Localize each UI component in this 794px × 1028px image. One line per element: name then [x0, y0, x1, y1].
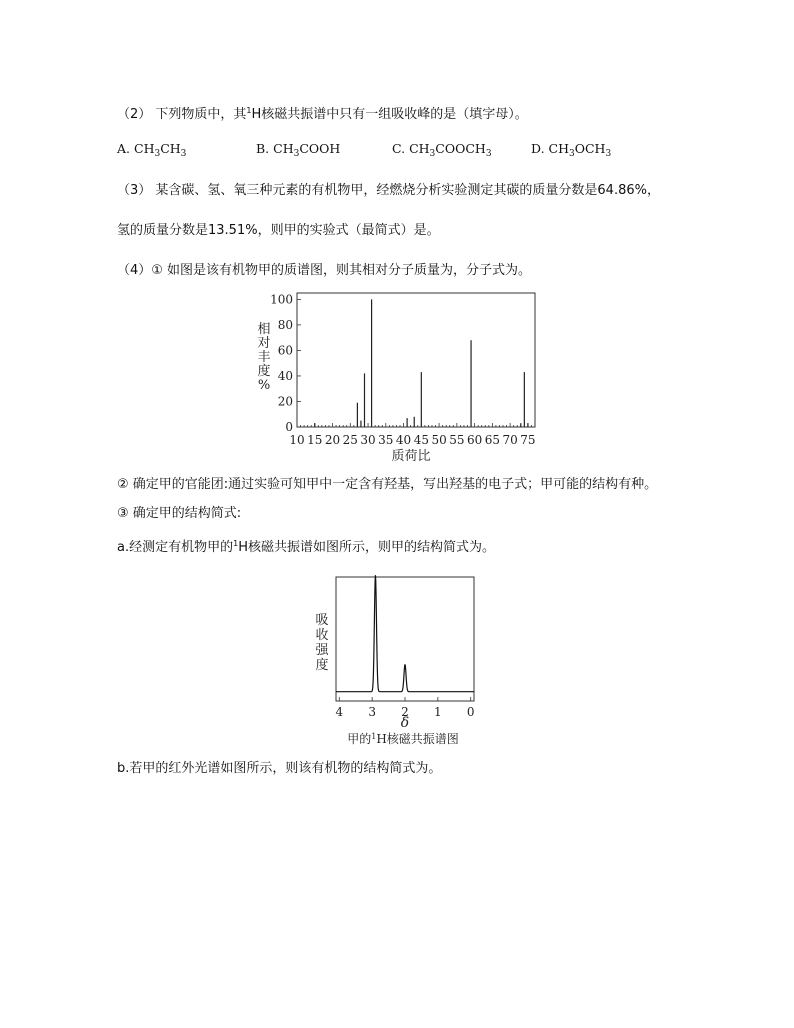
ms-x-tick-label: 60	[466, 433, 483, 447]
nmr-x-axis-label: δ	[400, 715, 410, 731]
ms-x-tick-label: 25	[342, 433, 358, 447]
ms-x-tick-label: 20	[324, 433, 341, 447]
ms-y-tick-label: 80	[277, 317, 293, 332]
ms-x-tick-label: 40	[395, 433, 412, 447]
option-b: B. $CH_3COOH$	[256, 141, 341, 159]
ms-y-tick-label: 0	[285, 420, 293, 434]
nmr-x-tick-label: 0	[466, 705, 475, 719]
nmr-caption: 甲的$^1$H核磁共振谱图	[347, 732, 459, 746]
nmr-x-tick-label: 2	[401, 705, 409, 719]
ms-x-tick-label: 65	[484, 433, 501, 447]
q4-line4: a.经测定有机物甲的$^1$H核磁共振谱如图所示，则甲的结构简式为。	[117, 539, 495, 555]
ms-y-axis-label-char: 丰	[257, 350, 271, 365]
q2-text: （2） 下列物质中，其$^1$H核磁共振谱中只有一组吸收峰的是（填字母）。	[117, 106, 528, 122]
ms-x-tick-label: 70	[502, 433, 518, 447]
nmr-y-axis-label-char: 度	[315, 658, 329, 673]
nmr-y-axis-label-char: 强	[315, 643, 329, 658]
ms-x-tick-label: 30	[360, 433, 376, 447]
q3-line1: （3） 某含碳、氢、氧三种元素的有机物甲，经燃烧分析实验测定其碳的质量分数是64.86%，	[117, 183, 660, 198]
ms-y-tick-label: 20	[277, 394, 293, 409]
q3-line2: 氢的质量分数是13.51%，则甲的实验式（最简式）是。	[117, 223, 440, 238]
nmr-x-tick-label: 3	[368, 705, 376, 719]
nmr-y-axis-label-char: 收	[315, 628, 329, 643]
q4-line2: ② 确定甲的官能团:通过实验可知甲中一定含有羟基，写出羟基的电子式；甲可能的结构有种。	[117, 477, 658, 492]
ms-x-axis-label: 质荷比	[391, 449, 431, 464]
ms-x-tick-label: 50	[431, 433, 447, 447]
q4-line5: b.若甲的红外光谱如图所示，则该有机物的结构简式为。	[117, 761, 442, 776]
ms-x-tick-label: 35	[378, 433, 394, 447]
ms-x-tick-label: 55	[449, 433, 465, 447]
ms-y-axis-label-char: 相	[257, 322, 271, 337]
ms-x-tick-label: 10	[289, 433, 305, 447]
ms-x-tick-label: 15	[307, 433, 323, 447]
nmr-plot-frame	[336, 577, 474, 701]
q4-line1: （4）① 如图是该有机物甲的质谱图，则其相对分子质量为，分子式为。	[117, 263, 532, 278]
nmr-y-axis-label-char: 吸	[315, 613, 329, 628]
option-d: D. $CH_3OCH_3$	[531, 141, 612, 159]
option-a: A. $CH_3CH_3$	[117, 141, 187, 159]
ms-x-tick-label: 75	[520, 433, 536, 447]
q4-line3: ③ 确定甲的结构简式:	[117, 506, 242, 521]
nmr-spectrum-line	[336, 575, 474, 692]
ms-x-tick-label: 45	[413, 433, 429, 447]
q2-number: （2）	[117, 107, 152, 122]
ms-y-axis-label-char: 对	[257, 336, 271, 351]
ms-y-tick-label: 100	[270, 292, 293, 307]
nmr-x-tick-label: 4	[335, 705, 344, 719]
ms-y-axis-label-char: 度	[257, 364, 271, 379]
nmr-x-tick-label: 1	[434, 705, 442, 719]
ms-y-axis-label-char: %	[257, 378, 271, 393]
ms-y-tick-label: 40	[277, 368, 293, 383]
ms-y-tick-label: 60	[277, 343, 293, 358]
option-c: C. $CH_3COOCH_3$	[392, 141, 492, 159]
